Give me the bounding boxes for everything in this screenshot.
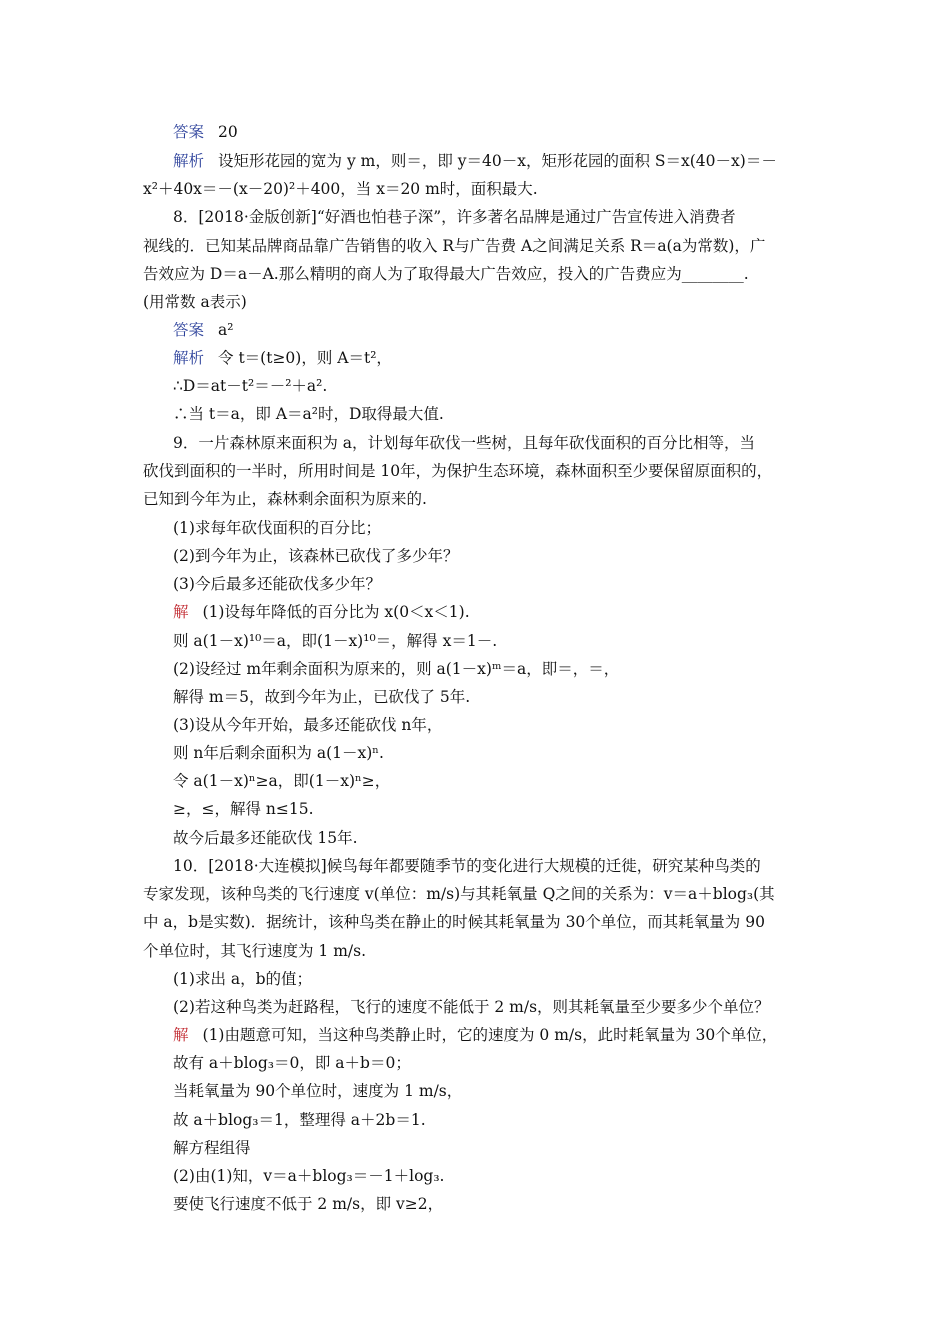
- q8-analysis-line: ∴D＝at－t²＝－²＋a².: [173, 377, 328, 395]
- q9-stem-line: 已知到今年为止，森林剩余面积为原来的.: [143, 490, 427, 508]
- analysis-text: 令 t＝(t≥0)，则 A＝t²，: [218, 349, 392, 367]
- solution-text: (1)设每年降低的百分比为 x(0＜x＜1).: [202, 603, 470, 621]
- analysis-text: 设矩形花园的宽为 y m，则＝，即 y＝40－x，矩形花园的面积 S＝x(40－x)＝－: [218, 152, 777, 170]
- q10-stem-line: 专家发现，该种鸟类的飞行速度 v(单位：m/s)与其耗氧量 Q之间的关系为：v＝a＋blog₃(其: [143, 885, 775, 903]
- q9-solution-line: ≥，≤，解得 n≤15.: [173, 800, 314, 818]
- answer-label: 答案: [173, 321, 205, 339]
- solution-text: (1)由题意可知，当这种鸟类静止时，它的速度为 0 m/s，此时耗氧量为 30个单位，: [202, 1026, 778, 1044]
- q8-stem-line: (用常数 a表示): [143, 293, 247, 311]
- q9-solution-line: 令 a(1－x)ⁿ≥a，即(1－x)ⁿ≥，: [173, 772, 391, 790]
- q9-solution-line: 解得 m＝5，故到今年为止，已砍伐了 5年.: [173, 688, 471, 706]
- q10-subquestion: (1)求出 a，b的值；: [173, 970, 313, 988]
- answer-label: 答案: [173, 123, 205, 141]
- answer-value: 20: [218, 123, 238, 141]
- analysis-label: 解析: [173, 349, 205, 367]
- q10-solution-line: 要使飞行速度不低于 2 m/s，即 v≥2，: [173, 1195, 444, 1213]
- q10-solution-line: (2)由(1)知，v＝a＋blog₃＝－1＋log₃.: [173, 1167, 445, 1185]
- q7-answer: [173, 122, 845, 142]
- analysis-label: 解析: [173, 152, 205, 170]
- q8-answer: [173, 320, 845, 340]
- q10-stem-line: 10．[2018·大连模拟]候鸟每年都要随季节的变化进行大规模的迁徙，研究某种鸟类的: [173, 857, 761, 875]
- q8-stem-line: 8．[2018·金版创新]“好酒也怕巷子深”，许多著名品牌是通过广告宣传进入消费者: [173, 208, 736, 226]
- solution-label: 解: [173, 1026, 189, 1044]
- q7-analysis-line: x²＋40x＝－(x－20)²＋400，当 x＝20 m时，面积最大.: [143, 180, 538, 198]
- q8-analysis-line: [173, 348, 845, 368]
- q8-stem-line: 视线的．已知某品牌商品靠广告销售的收入 R与广告费 A之间满足关系 R＝a(a为常数)，广: [143, 237, 766, 255]
- q9-solution-line: (3)设从今年开始，最多还能砍伐 n年，: [173, 716, 443, 734]
- q9-subquestion: (1)求每年砍伐面积的百分比；: [173, 519, 381, 537]
- q9-stem-line: 9．一片森林原来面积为 a，计划每年砍伐一些树，且每年砍伐面积的百分比相等，当: [173, 434, 756, 452]
- q10-solution-line: 故 a＋blog₃＝1，整理得 a＋2b＝1.: [173, 1111, 426, 1129]
- q10-stem-line: 中 a，b是实数)．据统计，该种鸟类在静止的时候其耗氧量为 30个单位，而其耗氧量为 90: [143, 913, 765, 931]
- q9-subquestion: (3)今后最多还能砍伐多少年？: [173, 575, 381, 593]
- q9-solution-line: 则 n年后剩余面积为 a(1－x)ⁿ.: [173, 744, 384, 762]
- q8-stem-line: 告效应为 D＝a－A.那么精明的商人为了取得最大广告效应，投入的广告费应为________.: [143, 265, 749, 283]
- q8-analysis-line: ∴当 t＝a，即 A＝a²时，D取得最大值.: [173, 405, 444, 423]
- q9-solution-line: 则 a(1－x)¹⁰＝a，即(1－x)¹⁰＝，解得 x＝1－.: [173, 632, 498, 650]
- q9-stem-line: 砍伐到面积的一半时，所用时间是 10年，为保护生态环境，森林面积至少要保留原面积的，: [143, 462, 773, 480]
- q9-solution-line: (2)设经过 m年剩余面积为原来的，则 a(1－x)ᵐ＝a，即＝，＝，: [173, 660, 620, 678]
- q10-solution-line: 故有 a＋blog₃＝0，即 a＋b＝0；: [173, 1054, 411, 1072]
- answer-value: a²: [218, 321, 234, 339]
- solution-label: 解: [173, 603, 189, 621]
- q9-solution-line: [173, 602, 845, 622]
- q9-subquestion: (2)到今年为止，该森林已砍伐了多少年？: [173, 547, 459, 565]
- q10-stem-line: 个单位时，其飞行速度为 1 m/s.: [143, 942, 367, 960]
- q9-solution-line: 故今后最多还能砍伐 15年.: [173, 829, 358, 847]
- q10-solution-line: 当耗氧量为 90个单位时，速度为 1 m/s，: [173, 1082, 463, 1100]
- q10-solution-line: 解方程组得: [173, 1139, 251, 1157]
- q10-subquestion: (2)若这种鸟类为赶路程，飞行的速度不能低于 2 m/s，则其耗氧量至少要多少个单位？: [173, 998, 770, 1016]
- q7-analysis-line: [173, 151, 845, 171]
- q10-solution-line: [173, 1025, 845, 1045]
